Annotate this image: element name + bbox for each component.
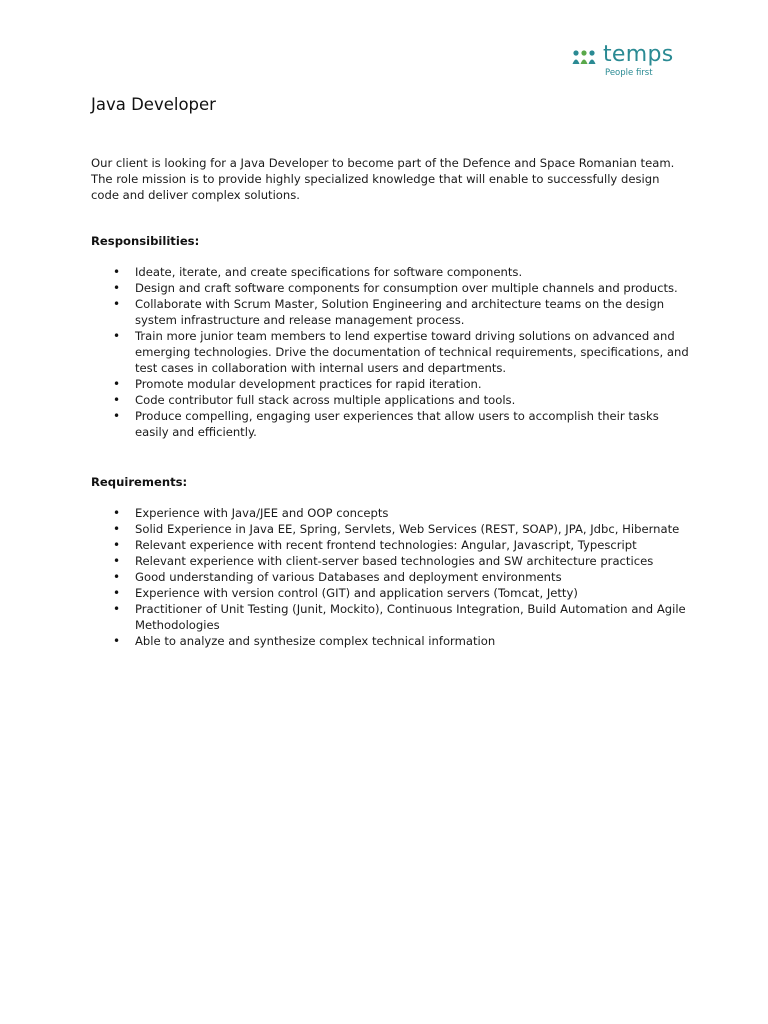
document-body — [91, 93, 691, 649]
temps-logo — [572, 44, 682, 80]
logo-wordmark: temps — [603, 42, 674, 67]
list-item: • Relevant experience with recent frontend technologies: Angular, Javascript, Typescript — [91, 537, 691, 553]
logo-tagline: People first — [605, 68, 653, 78]
list-item: • Train more junior team members to lend expertise toward driving solutions on advanced and emerging technologies. Drive the documentation of technical requirements, specifications, and test cases in collaboration with internal users and departments. — [91, 328, 691, 376]
requirements-list — [91, 505, 691, 649]
responsibilities-list — [91, 264, 691, 440]
intro-paragraph: Our client is looking for a Java Developer to become part of the Defence and Space Romanian team. The role mission is to provide highly specialized knowledge that will enable to successfully design code and deliver complex solutions. — [91, 156, 675, 202]
people-icon — [572, 49, 600, 67]
requirements-heading: Requirements: — [91, 475, 188, 489]
page-title: Java Developer — [91, 95, 216, 114]
list-item: • Experience with version control (GIT) and application servers (Tomcat, Jetty) — [91, 585, 691, 601]
list-item: • Collaborate with Scrum Master, Solution Engineering and architecture teams on the design system infrastructure and release management process. — [91, 296, 691, 328]
list-item: • Experience with Java/JEE and OOP concepts — [91, 505, 691, 521]
list-item: • Ideate, iterate, and create specifications for software components. — [91, 264, 691, 280]
list-item: • Produce compelling, engaging user experiences that allow users to accomplish their tasks easily and efficiently. — [91, 408, 691, 440]
list-item: • Solid Experience in Java EE, Spring, Servlets, Web Services (REST, SOAP), JPA, Jdbc, Hibernate — [91, 521, 691, 537]
list-item: • Able to analyze and synthesize complex technical information — [91, 633, 691, 649]
list-item: • Relevant experience with client-server based technologies and SW architecture practices — [91, 553, 691, 569]
list-item: • Code contributor full stack across multiple applications and tools. — [91, 392, 691, 408]
list-item: • Practitioner of Unit Testing (Junit, Mockito), Continuous Integration, Build Automation and Agile Methodologies — [91, 601, 691, 633]
list-item: • Promote modular development practices for rapid iteration. — [91, 376, 691, 392]
list-item: • Design and craft software components for consumption over multiple channels and products. — [91, 280, 691, 296]
list-item: • Good understanding of various Databases and deployment environments — [91, 569, 691, 585]
responsibilities-heading: Responsibilities: — [91, 234, 200, 248]
